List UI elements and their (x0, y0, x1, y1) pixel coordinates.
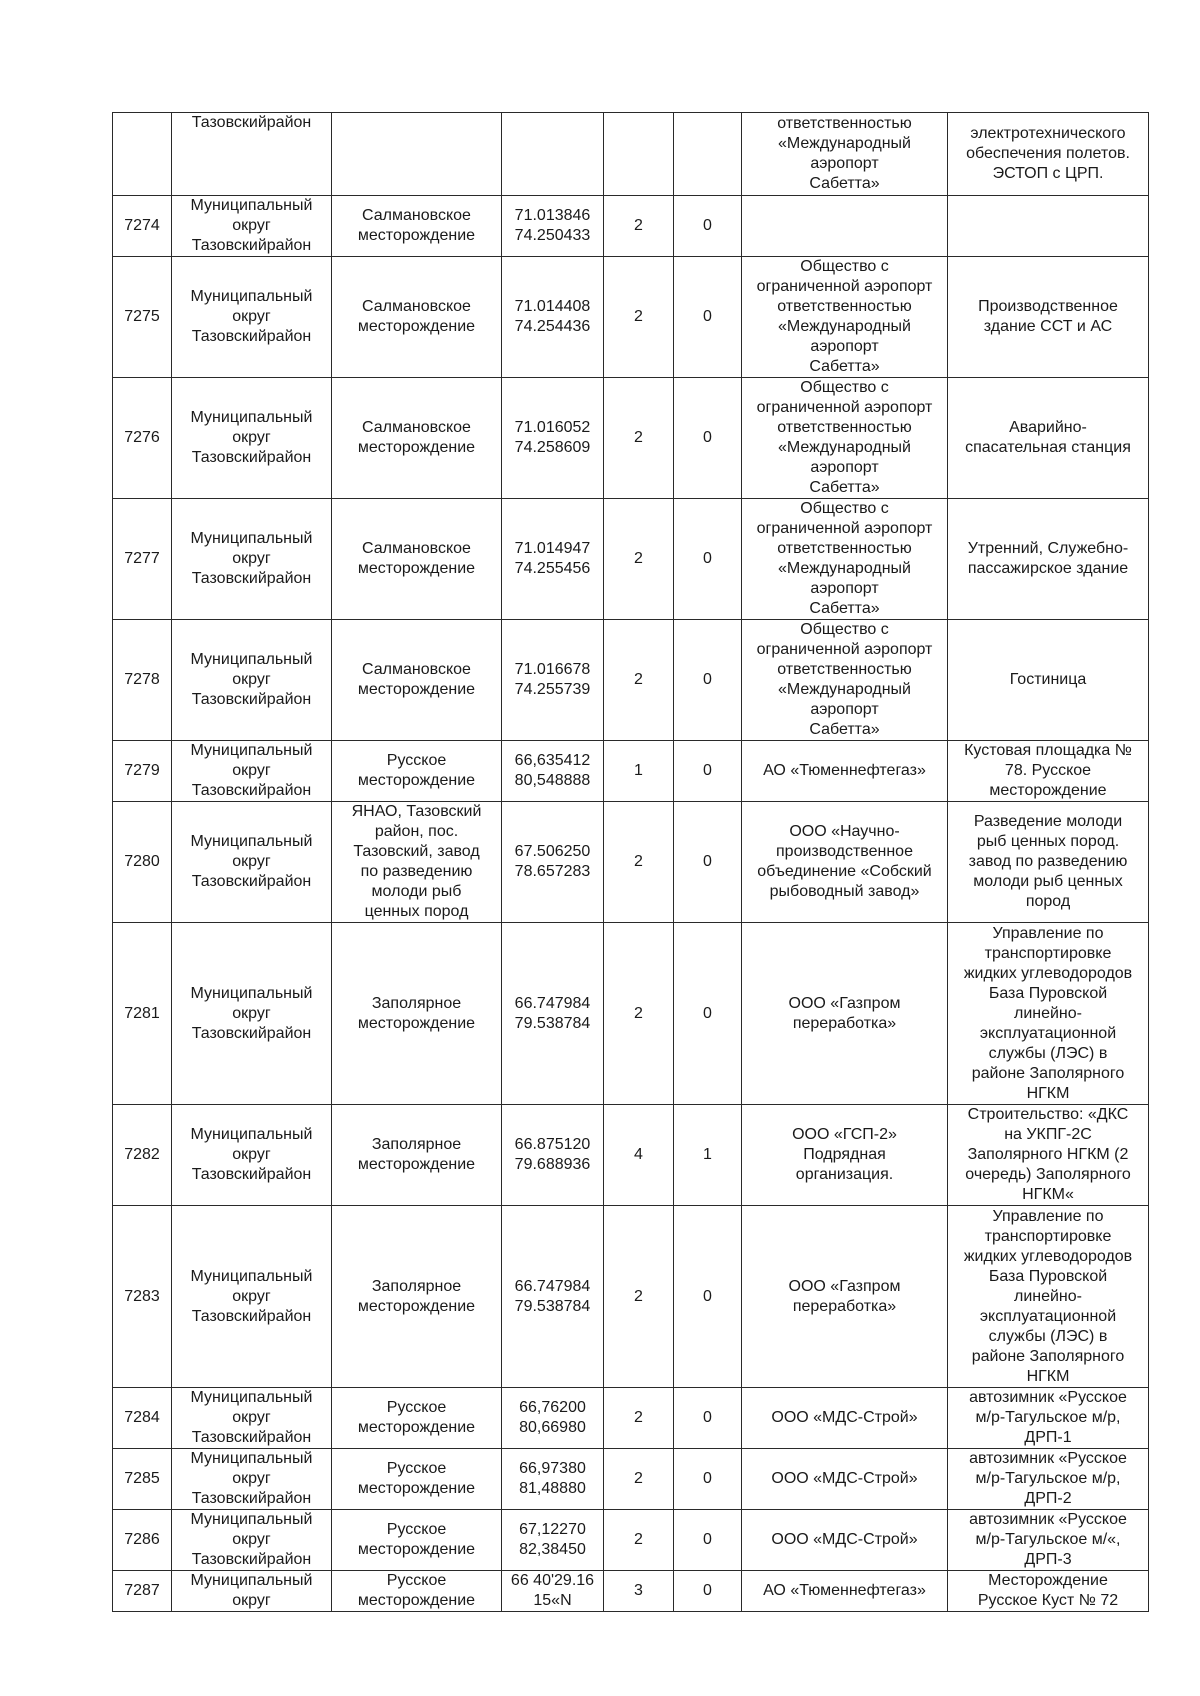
table-row (113, 1449, 1149, 1510)
value-b-cell: 0 (674, 1388, 742, 1449)
organization-cell (742, 196, 948, 257)
object-cell: Управление по транспортировке жидких углеводородов База Пуровской линейно- эксплуатационной службы (ЛЭС) в районе Заполярного НГКМ (948, 923, 1149, 1105)
row-number: 7279 (113, 741, 172, 802)
organization-cell: ответственностью «Международный аэропорт Сабетта» (742, 113, 948, 196)
object-cell (948, 196, 1149, 257)
row-number: 7283 (113, 1206, 172, 1388)
object-cell: Гостиница (948, 620, 1149, 741)
location-cell (332, 113, 502, 196)
coordinates-cell: 71.014947 74.255456 (502, 499, 604, 620)
object-cell: автозимник «Русское м/р-Тагульское м/р, ДРП-2 (948, 1449, 1149, 1510)
value-a-cell: 2 (604, 378, 674, 499)
location-cell: Салмановское месторождение (332, 257, 502, 378)
location-cell: Салмановское месторождение (332, 378, 502, 499)
row-number: 7286 (113, 1510, 172, 1571)
value-b-cell: 0 (674, 257, 742, 378)
municipality-cell: Муниципальный округ Тазовскийрайон (172, 1206, 332, 1388)
organization-cell: Общество с ограниченной аэропорт ответственностью «Международный аэропорт Сабетта» (742, 378, 948, 499)
value-a-cell: 2 (604, 257, 674, 378)
value-b-cell: 0 (674, 741, 742, 802)
municipality-cell: Муниципальный округ Тазовскийрайон (172, 378, 332, 499)
municipality-cell: Муниципальный округ Тазовскийрайон (172, 802, 332, 923)
row-number: 7277 (113, 499, 172, 620)
value-b-cell: 0 (674, 923, 742, 1105)
organization-cell: ООО «МДС-Строй» (742, 1510, 948, 1571)
table-row (113, 196, 1149, 257)
value-b-cell: 0 (674, 1571, 742, 1612)
row-number: 7280 (113, 802, 172, 923)
location-cell: Заполярное месторождение (332, 1105, 502, 1206)
organization-cell: АО «Тюменнефтегаз» (742, 741, 948, 802)
row-number: 7276 (113, 378, 172, 499)
organization-cell: Общество с ограниченной аэропорт ответственностью «Международный аэропорт Сабетта» (742, 620, 948, 741)
municipality-cell: Муниципальный округ Тазовскийрайон (172, 499, 332, 620)
value-b-cell: 0 (674, 1510, 742, 1571)
value-a-cell (604, 113, 674, 196)
coordinates-cell: 66.747984 79.538784 (502, 923, 604, 1105)
municipality-cell: Муниципальный округ Тазовскийрайон (172, 923, 332, 1105)
row-number: 7275 (113, 257, 172, 378)
table-row (113, 378, 1149, 499)
table-row (113, 113, 1149, 196)
table-row (113, 923, 1149, 1105)
object-cell: Утренний, Служебно- пассажирское здание (948, 499, 1149, 620)
row-number: 7278 (113, 620, 172, 741)
value-a-cell: 2 (604, 1206, 674, 1388)
value-a-cell: 2 (604, 923, 674, 1105)
table-row (113, 802, 1149, 923)
coordinates-cell: 71.014408 74.254436 (502, 257, 604, 378)
municipality-cell: Муниципальный округ Тазовскийрайон (172, 1388, 332, 1449)
table-row (113, 499, 1149, 620)
coordinates-cell: 66.875120 79.688936 (502, 1105, 604, 1206)
municipality-cell: Муниципальный округ Тазовскийрайон (172, 741, 332, 802)
organization-cell: АО «Тюменнефтегаз» (742, 1571, 948, 1612)
municipality-cell: Муниципальный округ Тазовскийрайон (172, 1449, 332, 1510)
coordinates-cell (502, 113, 604, 196)
value-a-cell: 4 (604, 1105, 674, 1206)
value-b-cell: 0 (674, 1449, 742, 1510)
row-number (113, 113, 172, 196)
location-cell: Русское месторождение (332, 1449, 502, 1510)
row-number: 7285 (113, 1449, 172, 1510)
municipality-cell: Муниципальный округ Тазовскийрайон (172, 1510, 332, 1571)
municipality-cell: Муниципальный округ (172, 1571, 332, 1612)
municipality-cell: Муниципальный округ Тазовскийрайон (172, 196, 332, 257)
value-b-cell: 0 (674, 378, 742, 499)
object-cell: Месторождение Русское Куст № 72 (948, 1571, 1149, 1612)
table-row (113, 1105, 1149, 1206)
object-cell: автозимник «Русское м/р-Тагульское м/«, ДРП-3 (948, 1510, 1149, 1571)
row-number: 7282 (113, 1105, 172, 1206)
organization-cell: Общество с ограниченной аэропорт ответственностью «Международный аэропорт Сабетта» (742, 499, 948, 620)
value-b-cell: 0 (674, 1206, 742, 1388)
municipality-cell: Муниципальный округ Тазовскийрайон (172, 620, 332, 741)
value-b-cell: 0 (674, 620, 742, 741)
location-cell: ЯНАО, Тазовский район, пос. Тазовский, завод по разведению молоди рыб ценных пород (332, 802, 502, 923)
coordinates-cell: 71.016052 74.258609 (502, 378, 604, 499)
coordinates-cell: 66,635412 80,548888 (502, 741, 604, 802)
organization-cell: ООО «МДС-Строй» (742, 1449, 948, 1510)
value-b-cell: 0 (674, 499, 742, 620)
data-table (112, 112, 1149, 1612)
object-cell: Управление по транспортировке жидких углеводородов База Пуровской линейно- эксплуатационной службы (ЛЭС) в районе Заполярного НГКМ (948, 1206, 1149, 1388)
row-number: 7281 (113, 923, 172, 1105)
location-cell: Салмановское месторождение (332, 196, 502, 257)
value-b-cell: 0 (674, 196, 742, 257)
coordinates-cell: 71.013846 74.250433 (502, 196, 604, 257)
municipality-cell: Муниципальный округ Тазовскийрайон (172, 257, 332, 378)
value-b-cell: 1 (674, 1105, 742, 1206)
value-a-cell: 2 (604, 802, 674, 923)
coordinates-cell: 66 40'29.16 15«N (502, 1571, 604, 1612)
coordinates-cell: 66,76200 80,66980 (502, 1388, 604, 1449)
row-number: 7284 (113, 1388, 172, 1449)
organization-cell: ООО «Газпром переработка» (742, 1206, 948, 1388)
organization-cell: Общество с ограниченной аэропорт ответственностью «Международный аэропорт Сабетта» (742, 257, 948, 378)
coordinates-cell: 67.506250 78.657283 (502, 802, 604, 923)
value-b-cell: 0 (674, 802, 742, 923)
coordinates-cell: 67,12270 82,38450 (502, 1510, 604, 1571)
value-a-cell: 3 (604, 1571, 674, 1612)
table-row (113, 257, 1149, 378)
object-cell: Кустовая площадка № 78. Русское месторождение (948, 741, 1149, 802)
location-cell: Русское месторождение (332, 741, 502, 802)
coordinates-cell: 66,97380 81,48880 (502, 1449, 604, 1510)
location-cell: Салмановское месторождение (332, 620, 502, 741)
location-cell: Заполярное месторождение (332, 1206, 502, 1388)
organization-cell: ООО «Газпром переработка» (742, 923, 948, 1105)
location-cell: Салмановское месторождение (332, 499, 502, 620)
table-row (113, 741, 1149, 802)
municipality-cell: Муниципальный округ Тазовскийрайон (172, 1105, 332, 1206)
coordinates-cell: 71.016678 74.255739 (502, 620, 604, 741)
object-cell: Разведение молоди рыб ценных пород. завод по разведению молоди рыб ценных пород (948, 802, 1149, 923)
object-cell: Производственное здание ССТ и АС (948, 257, 1149, 378)
location-cell: Русское месторождение (332, 1571, 502, 1612)
object-cell: Аварийно- спасательная станция (948, 378, 1149, 499)
location-cell: Русское месторождение (332, 1388, 502, 1449)
object-cell: автозимник «Русское м/р-Тагульское м/р, ДРП-1 (948, 1388, 1149, 1449)
value-a-cell: 2 (604, 1449, 674, 1510)
object-cell: Строительство: «ДКС на УКПГ-2С Заполярного НГКМ (2 очередь) Заполярного НГКМ« (948, 1105, 1149, 1206)
row-number: 7287 (113, 1571, 172, 1612)
table-row (113, 1571, 1149, 1612)
object-cell: электротехнического обеспечения полетов. ЭСТОП с ЦРП. (948, 113, 1149, 196)
organization-cell: ООО «ГСП-2» Подрядная организация. (742, 1105, 948, 1206)
coordinates-cell: 66.747984 79.538784 (502, 1206, 604, 1388)
location-cell: Русское месторождение (332, 1510, 502, 1571)
location-cell: Заполярное месторождение (332, 923, 502, 1105)
row-number: 7274 (113, 196, 172, 257)
table-body (113, 113, 1149, 1612)
value-a-cell: 1 (604, 741, 674, 802)
table-row (113, 1510, 1149, 1571)
value-a-cell: 2 (604, 499, 674, 620)
municipality-cell: Тазовскийрайон (172, 113, 332, 196)
table-row (113, 1388, 1149, 1449)
table-row (113, 1206, 1149, 1388)
table-row (113, 620, 1149, 741)
value-a-cell: 2 (604, 620, 674, 741)
value-a-cell: 2 (604, 1510, 674, 1571)
value-a-cell: 2 (604, 1388, 674, 1449)
organization-cell: ООО «МДС-Строй» (742, 1388, 948, 1449)
value-a-cell: 2 (604, 196, 674, 257)
organization-cell: ООО «Научно- производственное объединение «Собский рыбоводный завод» (742, 802, 948, 923)
value-b-cell (674, 113, 742, 196)
